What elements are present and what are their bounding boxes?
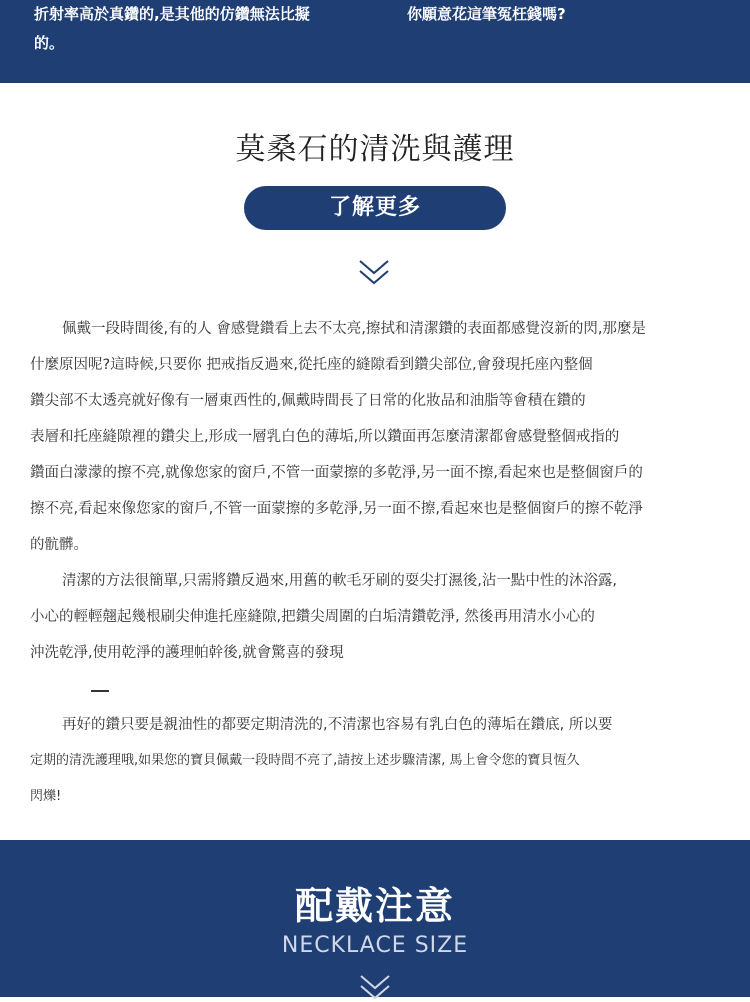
top-banner-left-line2: 的。 — [34, 34, 65, 52]
top-banner-right-text: 你願意花這筆冤枉錢嗎? — [407, 5, 566, 23]
paragraph-line: 佩戴一段時間後,有的人 會感覺鑽看上去不太亮,擦拭和清潔鑽的表面都感覺沒新的閃,那麼是 — [62, 321, 646, 337]
divider-dash — [91, 690, 109, 692]
paragraph-line: 表層和托座縫隙裡的鑽尖上,形成一層乳白色的薄垢,所以鑽面再怎麼清潔都會感覺整個戒指的 — [30, 429, 620, 445]
care-paragraph-1 — [30, 311, 730, 563]
chevron-double-down-icon — [358, 972, 392, 1002]
paragraph-line: 擦不亮,看起來像您家的窗戶,不管一面蒙擦的多乾淨,另一面不擦,看起來也是整個窗戶的擦不乾淨 — [30, 501, 643, 517]
chevron-double-down-icon — [357, 255, 391, 289]
wear-section-title: 配戴注意 — [294, 884, 455, 928]
paragraph-line: 沖洗乾淨,使用乾淨的護理帕幹後,就會驚喜的發現 — [30, 645, 344, 661]
paragraph-line: 鑽尖部不太透亮就好像有一層東西性的,佩戴時間長了日常的化妝品和油脂等會積在鑽的 — [30, 393, 586, 409]
paragraph-line: 小心的輕輕翹起幾根刷尖伸進托座縫隙,把鑽尖周圍的白垢清鑽乾淨, 然後再用清水小心的 — [30, 609, 595, 625]
top-banner-left-line1: 折射率高於真鑽的,是其他的仿鑽無法比擬 — [34, 5, 310, 23]
paragraph-line: 閃爍! — [30, 789, 62, 804]
care-paragraph-2 — [30, 563, 730, 671]
care-paragraph-3 — [30, 707, 730, 815]
necklace-size-label: NECKLACE SIZE — [281, 933, 469, 958]
paragraph-line: 什麼原因呢?這時候,只要你 把戒指反過來,從托座的縫隙看到鑽尖部位,會發現托座內整個 — [30, 357, 593, 373]
learn-more-button[interactable]: 了解更多 — [244, 186, 506, 230]
paragraph-line: 的骯髒。 — [30, 537, 88, 553]
paragraph-line: 鑽面白濛濛的擦不亮,就像您家的窗戶,不管一面蒙擦的多乾淨,另一面不擦,看起來也是整個窗戶的 — [30, 465, 643, 481]
paragraph-line: 清潔的方法很簡單,只需將鑽反過來,用舊的軟毛牙刷的耍尖打濕後,沾一點中性的沐浴露, — [62, 573, 617, 589]
paragraph-line: 定期的清洗護理哦,如果您的寶貝佩戴一段時間不亮了,請按上述步驟清潔, 馬上會令您的寶貝恆久 — [30, 753, 580, 768]
top-banner-left-text — [34, 2, 364, 56]
care-section-title: 莫桑石的清洗與護理 — [235, 132, 515, 167]
paragraph-line: 再好的鑽只要是親油性的都要定期清洗的,不清潔也容易有乳白色的薄垢在鑽底, 所以要 — [62, 717, 613, 733]
